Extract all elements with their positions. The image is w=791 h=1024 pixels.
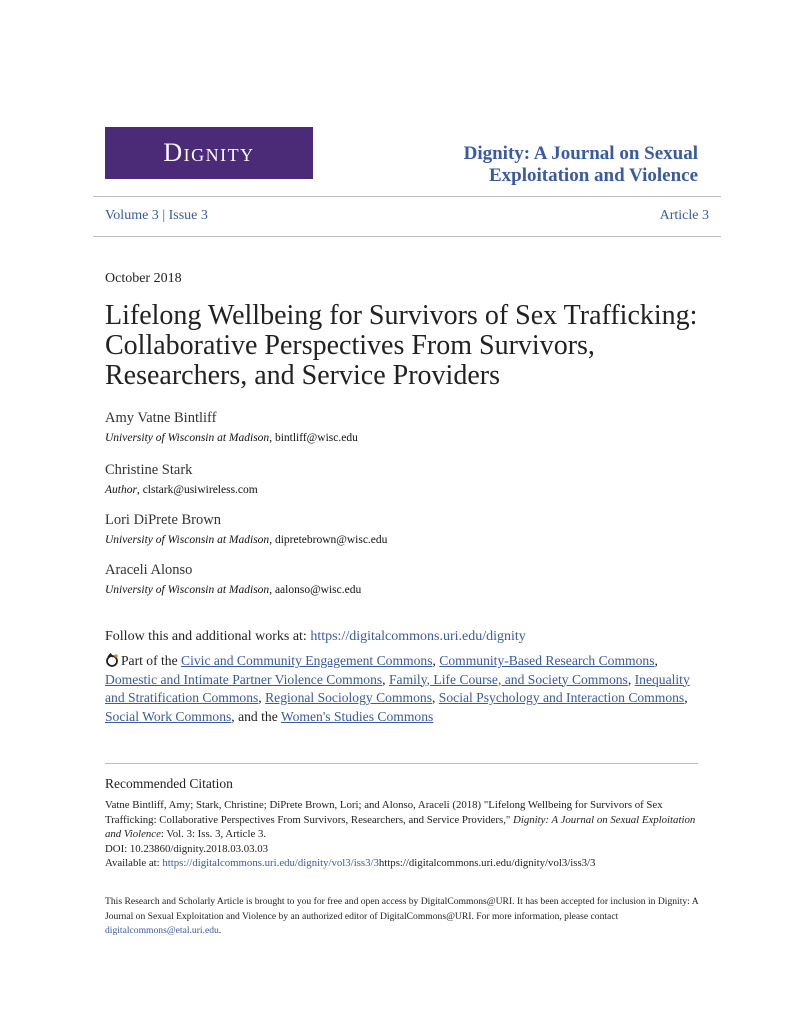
author-email: clstark@usiwireless.com [142, 484, 258, 496]
author-affiliation: University of Wisconsin at Madison, aalonso@wisc.edu [105, 584, 362, 596]
part-of-lead: Part of the [121, 653, 182, 668]
available-plain: https://digitalcommons.uri.edu/dignity/vol3/iss3/3 [378, 857, 596, 870]
affiliation: University of Wisconsin at Madison [105, 534, 270, 546]
citation-journal: Dignity: A Journal on Sexual Exploitation and Violence [105, 813, 696, 841]
issue-link[interactable]: Issue 3 [168, 208, 208, 223]
divider [93, 196, 721, 197]
author-name: Lori DiPrete Brown [105, 512, 221, 528]
citation-doi: DOI: 10.23860/dignity.2018.03.03.03 [105, 842, 269, 855]
commons-link[interactable]: Inequality and Stratification Commons [105, 671, 690, 705]
article-title: Lifelong Wellbeing for Survivors of Sex Trafficking: Collaborative Perspectives From Survivors, Researchers, and Service Providers [105, 300, 698, 391]
commons-link[interactable]: Family, Life Course, and Society Commons [388, 671, 628, 687]
footer-text: This Research and Scholarly Article is brought to you for free and open access by DigitalCommons@URI. It has been accepted for inclusion in Dignity: A Journal on Sexual Exploitation and Violence by an authorized editor of DigitalCommons@URI. For more information, please contact [105, 896, 699, 922]
author-affiliation: Author, clstark@usiwireless.com [105, 484, 258, 496]
available-label: Available at: [105, 857, 163, 870]
divider [93, 236, 721, 237]
author-affiliation: University of Wisconsin at Madison, bintliff@wisc.edu [105, 432, 358, 444]
part-of-commons: Part of the Civic and Community Engagement Commons, Community-Based Research Commons, Domestic and Intimate Partner Violence Commons, Family, Life Course, and Society Commons, Inequality and Stratification Commons, Regional Sociology Commons, Social Psychology and Interaction Commons, Social Work Commons, and the Women's Studies Commons [105, 653, 690, 724]
volume-link[interactable]: Volume 3 [105, 208, 159, 223]
author-name: Christine Stark [105, 462, 193, 478]
and-the: , and the [231, 708, 281, 724]
citation-volume: : Vol. 3: Iss. 3, Article 3. [160, 828, 267, 841]
affiliation: University of Wisconsin at Madison [105, 584, 270, 596]
footer-end: . [218, 925, 222, 937]
commons-link[interactable]: Regional Sociology Commons [265, 690, 432, 705]
commons-link[interactable]: Civic and Community Engagement Commons [181, 653, 433, 668]
author-affiliation: University of Wisconsin at Madison, dipretebrown@wisc.edu [105, 534, 388, 546]
volume-issue-row [105, 208, 709, 224]
affiliation: University of Wisconsin at Madison [105, 432, 270, 444]
author-block [105, 562, 361, 598]
author-email: aalonso@wisc.edu [274, 584, 362, 596]
contact-email-link[interactable]: digitalcommons@etal.uri.edu [105, 925, 219, 937]
commons-link[interactable]: Social Work Commons [105, 708, 232, 724]
divider [105, 763, 698, 764]
author-email: bintliff@wisc.edu [274, 432, 358, 444]
journal-title-link[interactable]: Dignity: A Journal on Sexual Exploitation and Violence [463, 143, 698, 186]
affiliation: Author [105, 484, 137, 496]
commons-link[interactable]: Community-Based Research Commons [439, 653, 655, 668]
citation-body: Vatne Bintliff, Amy; Stark, Christine; DiPrete Brown, Lori; and Alonso, Araceli (2018) "Lifelong Wellbeing for Survivors of Sex Trafficking: Collaborative Perspectives From Survivors, Researchers, and Service Providers," [105, 799, 663, 826]
author-block [105, 410, 358, 446]
commons-link[interactable]: Women's Studies Commons [280, 708, 434, 724]
author-name: Amy Vatne Bintliff [105, 410, 217, 426]
author-email: dipretebrown@wisc.edu [274, 534, 388, 546]
recommended-citation-heading: Recommended Citation [105, 776, 233, 791]
author-block [105, 512, 387, 548]
citation-text [105, 798, 705, 871]
follow-label: Follow this and additional works at: [105, 629, 311, 644]
dignity-logo[interactable]: Dignity [105, 127, 313, 179]
follow-line [105, 629, 526, 645]
available-link[interactable]: https://digitalcommons.uri.edu/dignity/vol3/iss3/3 [162, 857, 379, 870]
publication-date: October 2018 [105, 271, 182, 286]
footer-note [105, 895, 700, 939]
follow-url-link[interactable]: https://digitalcommons.uri.edu/dignity [310, 629, 526, 644]
article-number-link[interactable]: Article 3 [659, 208, 709, 223]
author-block [105, 462, 258, 498]
commons-link[interactable]: Domestic and Intimate Partner Violence Commons [105, 671, 383, 687]
commons-link[interactable]: Social Psychology and Interaction Commons [438, 690, 685, 705]
author-name: Araceli Alonso [105, 562, 193, 578]
open-access-icon [105, 653, 119, 667]
separator: | [158, 208, 169, 223]
